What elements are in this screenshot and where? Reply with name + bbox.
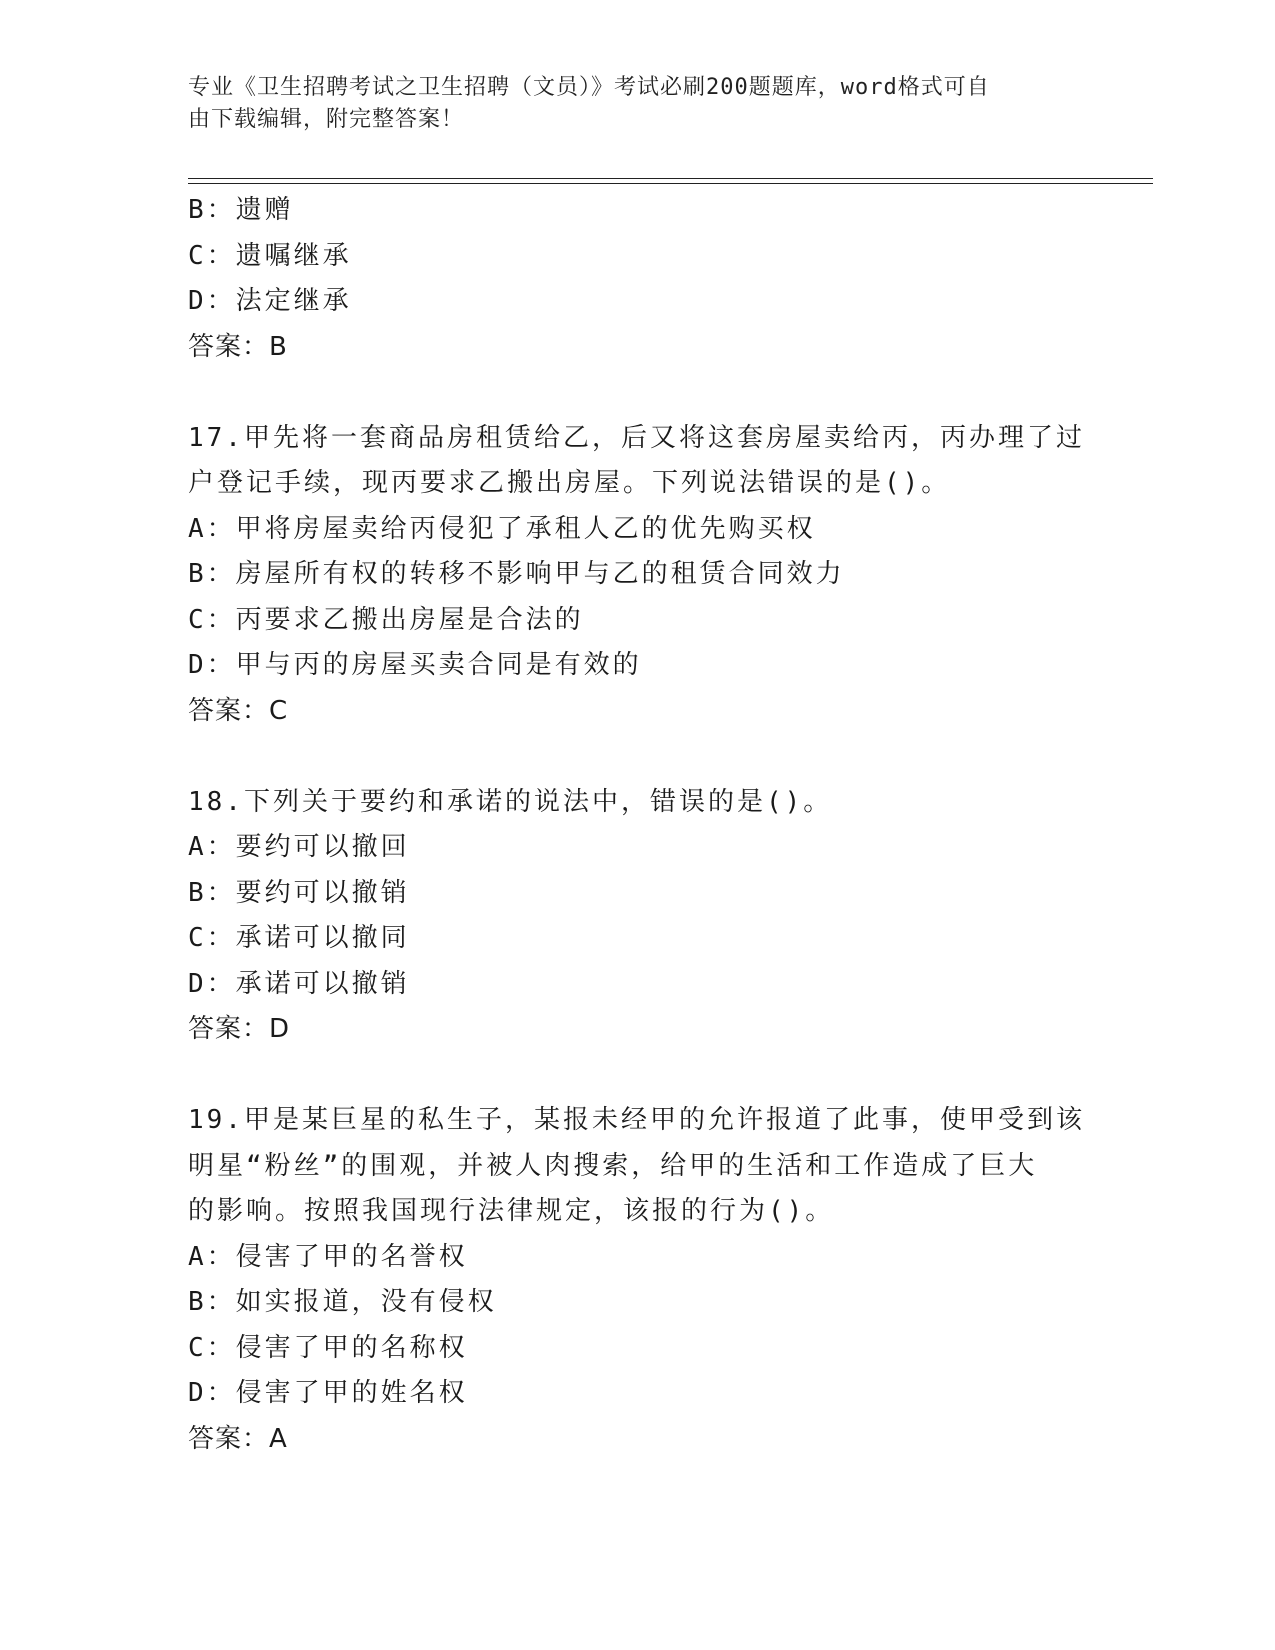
- question-16-partial: [188, 188, 1088, 370]
- question-stem: 户登记手续，现丙要求乙搬出房屋。下列说法错误的是()。: [188, 468, 951, 498]
- question-stem: 18.下列关于要约和承诺的说法中，错误的是()。: [188, 786, 833, 817]
- option-d: D：承诺可以撤销: [188, 968, 410, 999]
- option-a: A：侵害了甲的名誉权: [188, 1241, 468, 1272]
- question-stem: 19.甲是某巨星的私生子，某报未经甲的允许报道了此事，使甲受到该: [188, 1105, 1085, 1135]
- option-c: C：侵害了甲的名称权: [188, 1332, 468, 1363]
- question-list: [188, 188, 1088, 1462]
- question-stem: 17.甲先将一套商品房租赁给乙，后又将这套房屋卖给丙，丙办理了过: [188, 422, 1085, 453]
- answer: 答案：C: [188, 695, 289, 726]
- header-divider-bottom: [188, 183, 1153, 184]
- header-line-2: 由下载编辑，附完整答案！: [188, 107, 465, 132]
- question-17: [188, 416, 1088, 735]
- option-b: B：如实报道，没有侵权: [188, 1287, 497, 1317]
- option-d: D：法定继承: [188, 286, 352, 316]
- option-a: A：甲将房屋卖给丙侵犯了承租人乙的优先购买权: [188, 513, 816, 544]
- header-line-1: 专业《卫生招聘考试之卫生招聘（文员）》考试必刷200题题库，word格式可自: [188, 75, 990, 100]
- option-b: B：要约可以撤销: [188, 877, 410, 908]
- spacer: [188, 734, 1088, 780]
- option-a: A：要约可以撤回: [188, 832, 410, 862]
- spacer: [188, 1053, 1088, 1099]
- option-c: C：遗嘱继承: [188, 240, 352, 271]
- document-header: [188, 72, 1068, 136]
- answer: 答案：B: [188, 331, 288, 362]
- option-d: D：侵害了甲的姓名权: [188, 1378, 468, 1408]
- answer: 答案：D: [188, 1014, 291, 1044]
- option-d: D：甲与丙的房屋买卖合同是有效的: [188, 650, 642, 680]
- question-19: [188, 1098, 1088, 1462]
- option-b: B：遗赠: [188, 195, 294, 225]
- option-c: C：承诺可以撤同: [188, 923, 410, 953]
- option-b: B：房屋所有权的转移不影响甲与乙的租赁合同效力: [188, 559, 845, 589]
- question-stem: 的影响。按照我国现行法律规定，该报的行为()。: [188, 1196, 835, 1226]
- question-18: [188, 780, 1088, 1053]
- spacer: [188, 370, 1088, 416]
- answer: 答案：A: [188, 1423, 288, 1454]
- option-c: C：丙要求乙搬出房屋是合法的: [188, 604, 584, 635]
- question-stem: 明星“粉丝”的围观，并被人肉搜索，给甲的生活和工作造成了巨大: [188, 1150, 1038, 1181]
- header-divider-top: [188, 178, 1153, 179]
